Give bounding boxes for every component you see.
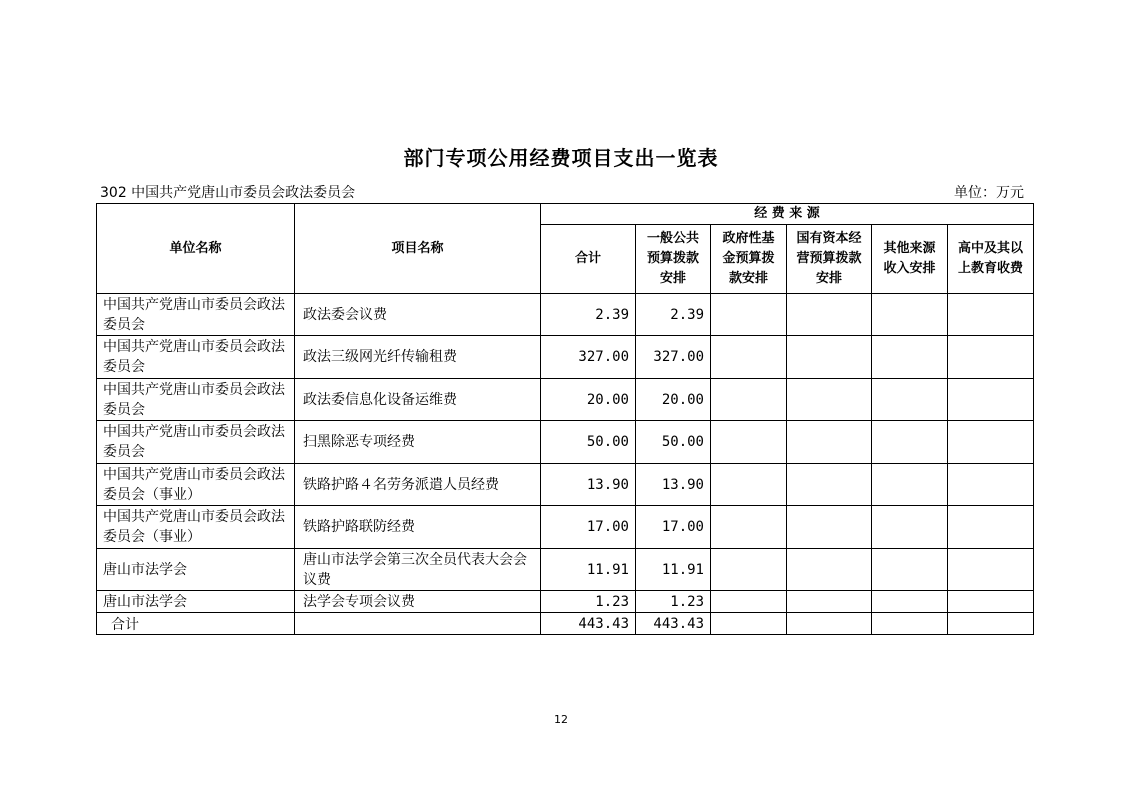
total-cell: 1.23: [541, 591, 636, 613]
gov-fund-cell: [711, 421, 787, 464]
unit-name-cell: 唐山市法学会: [97, 549, 295, 591]
table-row: [97, 336, 1034, 379]
other-income-cell: [872, 294, 948, 336]
gov-fund-cell: [711, 591, 787, 613]
higher-education-cell: [948, 336, 1034, 379]
organization-label: 302 中国共产党唐山市委员会政法委员会: [100, 185, 356, 201]
state-capital-cell: [787, 379, 872, 421]
expenditure-table: [96, 203, 1034, 635]
other-income-cell: [872, 421, 948, 464]
other-income-cell: [872, 591, 948, 613]
header-general-budget: 一般公共预算拨款安排: [636, 225, 711, 294]
unit-name-cell: 中国共产党唐山市委员会政法委员会（事业）: [97, 506, 295, 549]
total-cell: 17.00: [541, 506, 636, 549]
general-budget-cell: 11.91: [636, 549, 711, 591]
total-cell: 11.91: [541, 549, 636, 591]
state-capital-cell: [787, 591, 872, 613]
higher-education-cell: [948, 379, 1034, 421]
other-income-cell: [872, 506, 948, 549]
total-cell: 20.00: [541, 379, 636, 421]
header-state-capital: 国有资本经营预算拨款安排: [787, 225, 872, 294]
gov-fund-cell: [711, 379, 787, 421]
general-budget-cell: 17.00: [636, 506, 711, 549]
other-income-cell: [872, 464, 948, 506]
general-budget-cell: 1.23: [636, 591, 711, 613]
header-funding-source: 经 费 来 源: [541, 204, 1034, 225]
grand-total-cell: 443.43: [541, 613, 636, 635]
higher-education-cell: [948, 464, 1034, 506]
total-cell: 2.39: [541, 294, 636, 336]
table-row: [97, 294, 1034, 336]
unit-name-cell: 中国共产党唐山市委员会政法委员会（事业）: [97, 464, 295, 506]
project-name-cell: [295, 613, 541, 635]
project-name-cell: 铁路护路４名劳务派遣人员经费: [295, 464, 541, 506]
project-name-cell: 铁路护路联防经费: [295, 506, 541, 549]
table-row: [97, 421, 1034, 464]
unit-label: 单位：万元: [954, 185, 1024, 201]
higher-education-cell: [948, 421, 1034, 464]
totals-row: [97, 613, 1034, 635]
header-gov-fund: 政府性基金预算拨款安排: [711, 225, 787, 294]
header-other-income: 其他来源收入安排: [872, 225, 948, 294]
total-cell: 327.00: [541, 336, 636, 379]
state-capital-cell: [787, 421, 872, 464]
higher-education-cell: [948, 506, 1034, 549]
general-budget-cell: 50.00: [636, 421, 711, 464]
unit-name-cell: 中国共产党唐山市委员会政法委员会: [97, 336, 295, 379]
gov-fund-cell: [711, 294, 787, 336]
header-higher-education: 高中及其以上教育收费: [948, 225, 1034, 294]
project-name-cell: 扫黑除恶专项经费: [295, 421, 541, 464]
state-capital-cell: [787, 336, 872, 379]
higher-education-cell: [948, 591, 1034, 613]
higher-education-cell: [948, 294, 1034, 336]
table-row: [97, 379, 1034, 421]
other-income-cell: [872, 379, 948, 421]
totals-label: 合计: [97, 613, 295, 635]
general-budget-total-cell: 443.43: [636, 613, 711, 635]
table-row: [97, 549, 1034, 591]
unit-name-cell: 中国共产党唐山市委员会政法委员会: [97, 294, 295, 336]
project-name-cell: 政法委会议费: [295, 294, 541, 336]
project-name-cell: 政法委信息化设备运维费: [295, 379, 541, 421]
general-budget-cell: 327.00: [636, 336, 711, 379]
general-budget-cell: 13.90: [636, 464, 711, 506]
other-income-cell: [872, 336, 948, 379]
other-income-cell: [872, 613, 948, 635]
gov-fund-cell: [711, 613, 787, 635]
state-capital-cell: [787, 464, 872, 506]
total-cell: 13.90: [541, 464, 636, 506]
project-name-cell: 政法三级网光纤传输租费: [295, 336, 541, 379]
gov-fund-cell: [711, 336, 787, 379]
general-budget-cell: 20.00: [636, 379, 711, 421]
header-total: 合计: [541, 225, 636, 294]
total-cell: 50.00: [541, 421, 636, 464]
project-name-cell: 法学会专项会议费: [295, 591, 541, 613]
gov-fund-cell: [711, 464, 787, 506]
state-capital-cell: [787, 549, 872, 591]
higher-education-cell: [948, 549, 1034, 591]
project-name-cell: 唐山市法学会第三次全员代表大会会议费: [295, 549, 541, 591]
header-unit-name: 单位名称: [97, 204, 295, 294]
table-row: [97, 506, 1034, 549]
gov-fund-cell: [711, 549, 787, 591]
page-title: 部门专项公用经费项目支出一览表: [403, 146, 719, 170]
higher-education-cell: [948, 613, 1034, 635]
page-number: 12: [554, 713, 568, 726]
state-capital-cell: [787, 506, 872, 549]
state-capital-cell: [787, 613, 872, 635]
other-income-cell: [872, 549, 948, 591]
gov-fund-cell: [711, 506, 787, 549]
unit-name-cell: 中国共产党唐山市委员会政法委员会: [97, 379, 295, 421]
table-row: [97, 464, 1034, 506]
header-project-name: 项目名称: [295, 204, 541, 294]
state-capital-cell: [787, 294, 872, 336]
unit-name-cell: 唐山市法学会: [97, 591, 295, 613]
unit-name-cell: 中国共产党唐山市委员会政法委员会: [97, 421, 295, 464]
table-row: [97, 591, 1034, 613]
general-budget-cell: 2.39: [636, 294, 711, 336]
